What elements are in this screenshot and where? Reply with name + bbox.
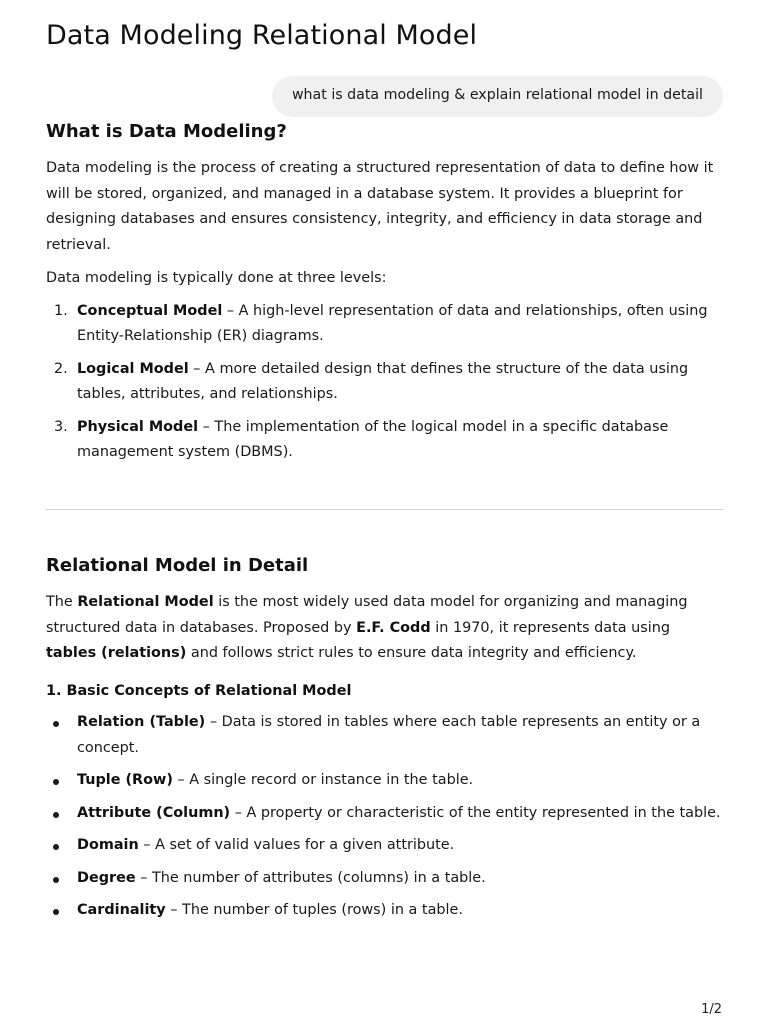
user-prompt-bubble: what is data modeling & explain relational model in detail xyxy=(272,76,723,117)
list-item xyxy=(46,415,723,466)
list-item xyxy=(46,299,723,350)
term-label: Logical Model xyxy=(77,360,189,377)
list-item xyxy=(46,833,723,859)
list-item xyxy=(46,768,723,794)
subsection-heading: 1. Basic Concepts of Relational Model xyxy=(46,683,352,699)
term-description: – A single record or instance in the table. xyxy=(172,772,474,788)
bullet-icon xyxy=(53,909,59,915)
section-data-modeling-body xyxy=(46,156,723,466)
term-label: Conceptual Model xyxy=(77,302,223,319)
term-description: – A set of valid values for a given attribute. xyxy=(138,837,455,853)
term-description: – A high-level representation of data and relationships, often using Entity-Relationship (ER) diagrams. xyxy=(77,302,708,344)
term-description: – A property or characteristic of the entity represented in the table. xyxy=(230,804,721,821)
term-label: Attribute (Column) xyxy=(77,804,231,821)
term-description: – The number of tuples (rows) in a table. xyxy=(165,902,463,918)
term-label: Domain xyxy=(77,837,139,853)
section-heading: What is Data Modeling? xyxy=(46,121,287,142)
text-run: The xyxy=(46,594,78,610)
concepts-list xyxy=(46,710,723,924)
relational-paragraph xyxy=(46,590,723,667)
section-relational-model xyxy=(46,555,723,576)
text-run: and follows strict rules to ensure data integrity and efficiency. xyxy=(186,645,637,661)
text-run: in 1970, it represents data using xyxy=(430,619,671,636)
list-number: 1. xyxy=(54,302,68,319)
intro-paragraph: Data modeling is the process of creating a structured representation of data to define how it will be stored, organized, and managed in a database system. It provides a blueprint for designing databases and ensures consistency, integrity, and efficiency in data storage and retrieval. xyxy=(46,160,714,253)
term-label: Physical Model xyxy=(77,418,199,435)
list-number: 3. xyxy=(54,418,68,435)
list-item xyxy=(46,710,723,761)
list-item xyxy=(46,866,723,892)
bold-term: Relational Model xyxy=(77,594,214,610)
term-label: Degree xyxy=(77,869,136,886)
concepts-subsection xyxy=(46,683,723,699)
section-heading: Relational Model in Detail xyxy=(46,555,309,576)
bullet-icon xyxy=(53,877,59,883)
list-item xyxy=(46,801,723,827)
bullet-icon xyxy=(53,779,59,785)
section-divider xyxy=(46,509,723,510)
term-label: Relation (Table) xyxy=(77,714,206,730)
bold-term: tables (relations) xyxy=(46,645,187,661)
term-label: Tuple (Row) xyxy=(77,772,173,788)
levels-intro: Data modeling is typically done at three levels: xyxy=(46,270,387,286)
list-item xyxy=(46,357,723,408)
page-title: Data Modeling Relational Model xyxy=(46,20,478,51)
concepts-list-wrap xyxy=(46,710,723,924)
list-item xyxy=(46,898,723,924)
bullet-icon xyxy=(53,721,59,727)
bullet-icon xyxy=(53,844,59,850)
list-number: 2. xyxy=(54,360,68,377)
term-description: – A more detailed design that defines the structure of the data using tables, attributes, and relationships. xyxy=(77,360,689,402)
text-run: is the most widely used data model for organizing and managing structured data in databases. Proposed by xyxy=(46,594,688,636)
bold-term: E.F. Codd xyxy=(356,619,431,636)
section-relational-model-body xyxy=(46,590,723,667)
term-description: – The number of attributes (columns) in a table. xyxy=(135,869,486,886)
term-description: – Data is stored in tables where each table represents an entity or a concept. xyxy=(77,714,701,756)
section-data-modeling xyxy=(46,121,723,142)
page-number: 1/2 xyxy=(701,1002,722,1017)
term-description: – The implementation of the logical model in a specific database management system (DBMS). xyxy=(77,418,669,460)
levels-list xyxy=(46,299,723,466)
bullet-icon xyxy=(53,812,59,818)
term-label: Cardinality xyxy=(77,902,166,918)
